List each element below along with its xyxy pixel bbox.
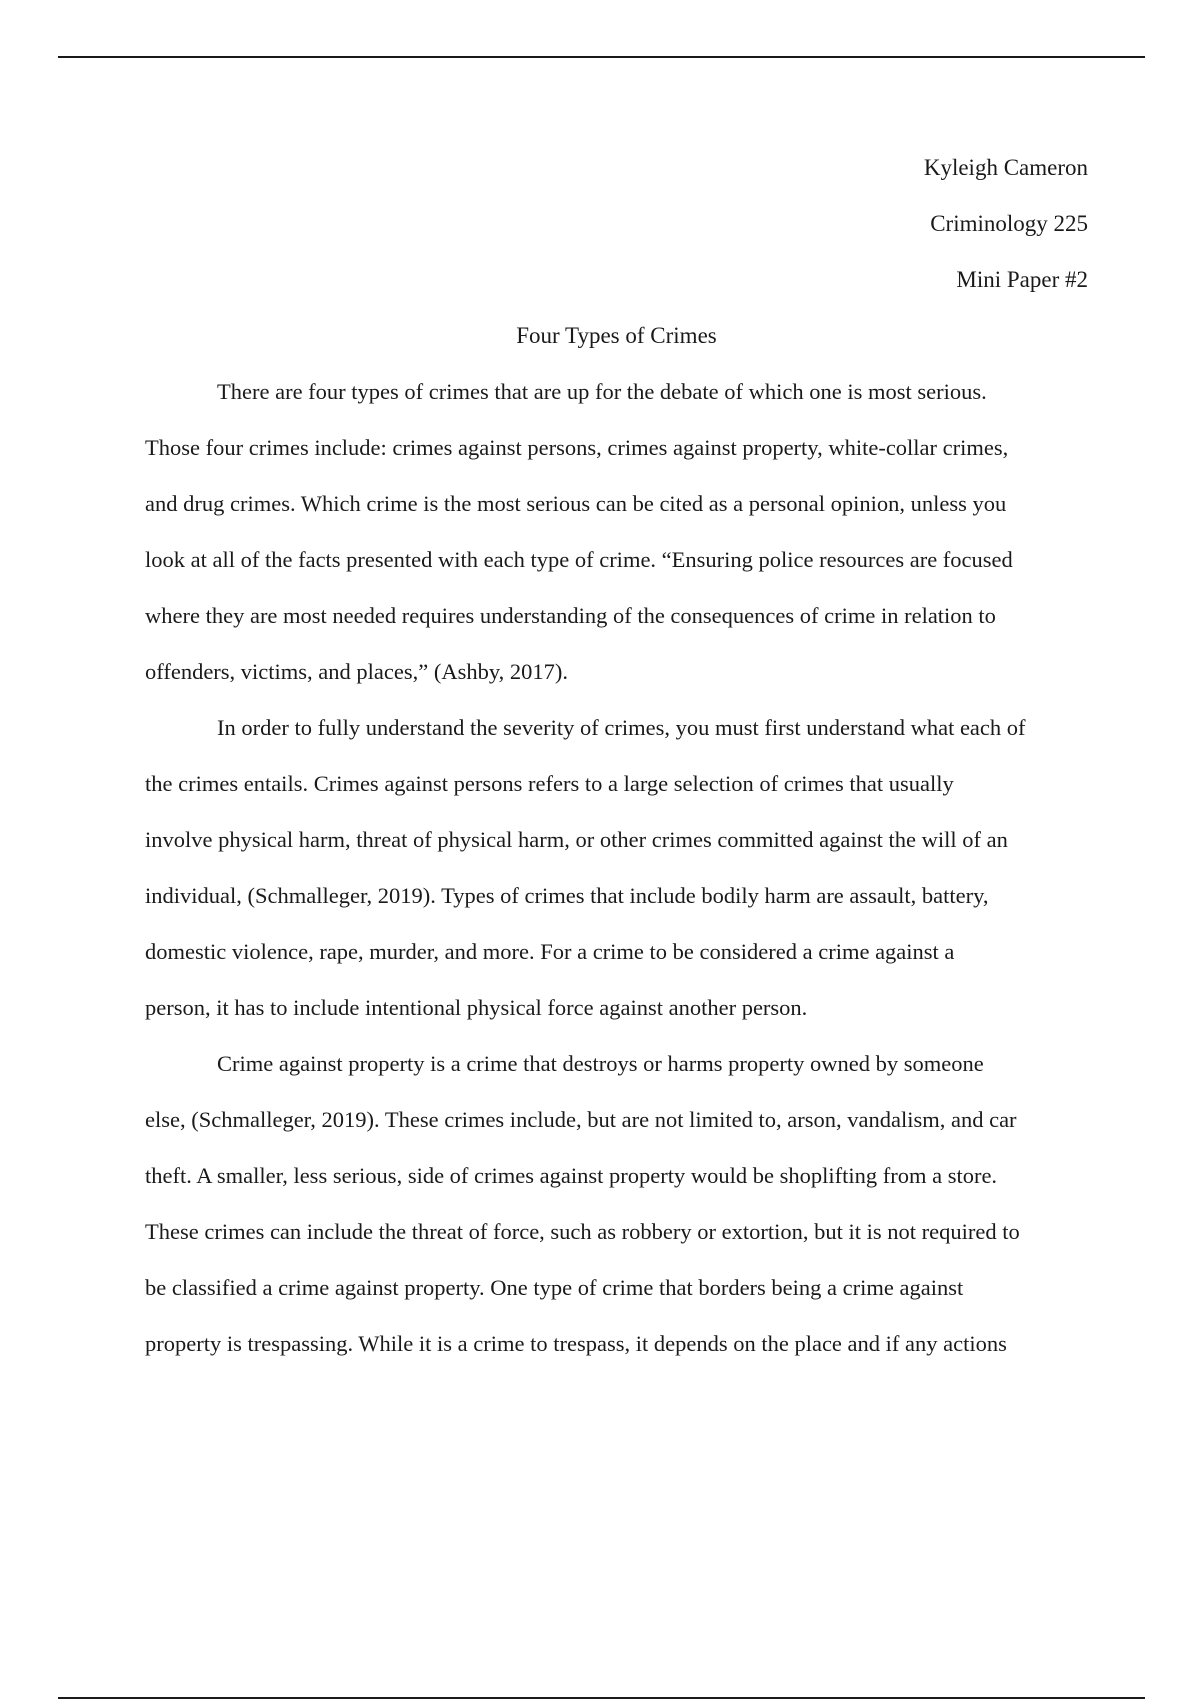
paragraph-line: theft. A smaller, less serious, side of crimes against property would be shoplifting from a store. bbox=[145, 1163, 998, 1188]
paragraph-line: offenders, victims, and places,” (Ashby, 2017). bbox=[145, 659, 569, 684]
paragraph-2 bbox=[145, 700, 1088, 1036]
paragraph-line: else, (Schmalleger, 2019). These crimes include, but are not limited to, arson, vandalism, and car bbox=[145, 1107, 1017, 1132]
top-rule bbox=[58, 56, 1145, 58]
paper-title: Four Types of Crimes bbox=[516, 323, 717, 348]
paragraph-line: person, it has to include intentional physical force against another person. bbox=[145, 995, 808, 1020]
paragraph-line: Crime against property is a crime that destroys or harms property owned by someone bbox=[217, 1051, 984, 1076]
author-name: Kyleigh Cameron bbox=[923, 155, 1088, 180]
document-page bbox=[145, 140, 1088, 1372]
paragraph-line: involve physical harm, threat of physical harm, or other crimes committed against the will of an bbox=[145, 827, 1008, 852]
paragraph-line: In order to fully understand the severity of crimes, you must first understand what each of bbox=[217, 715, 1026, 740]
paragraph-line: property is trespassing. While it is a crime to trespass, it depends on the place and if any actions bbox=[145, 1331, 1007, 1356]
paragraph-line: where they are most needed requires understanding of the consequences of crime in relation to bbox=[145, 603, 996, 628]
assignment-name: Mini Paper #2 bbox=[956, 267, 1088, 292]
paragraph-line: be classified a crime against property. One type of crime that borders being a crime against bbox=[145, 1275, 964, 1300]
paragraph-3 bbox=[145, 1036, 1088, 1372]
course-name: Criminology 225 bbox=[930, 211, 1088, 236]
paragraph-line: the crimes entails. Crimes against persons refers to a large selection of crimes that usually bbox=[145, 771, 954, 796]
paragraph-line: domestic violence, rape, murder, and more. For a crime to be considered a crime against a bbox=[145, 939, 955, 964]
paragraph-line: There are four types of crimes that are up for the debate of which one is most serious. bbox=[217, 379, 987, 404]
paragraph-line: look at all of the facts presented with each type of crime. “Ensuring police resources are focused bbox=[145, 547, 1013, 572]
paragraph-line: Those four crimes include: crimes against persons, crimes against property, white-collar crimes, bbox=[145, 435, 1009, 460]
bottom-rule bbox=[58, 1697, 1145, 1699]
paragraph-line: These crimes can include the threat of force, such as robbery or extortion, but it is not required to bbox=[145, 1219, 1020, 1244]
paragraph-1 bbox=[145, 364, 1088, 700]
paragraph-line: individual, (Schmalleger, 2019). Types of crimes that include bodily harm are assault, battery, bbox=[145, 883, 989, 908]
paragraph-line: and drug crimes. Which crime is the most serious can be cited as a personal opinion, unless you bbox=[145, 491, 1007, 516]
